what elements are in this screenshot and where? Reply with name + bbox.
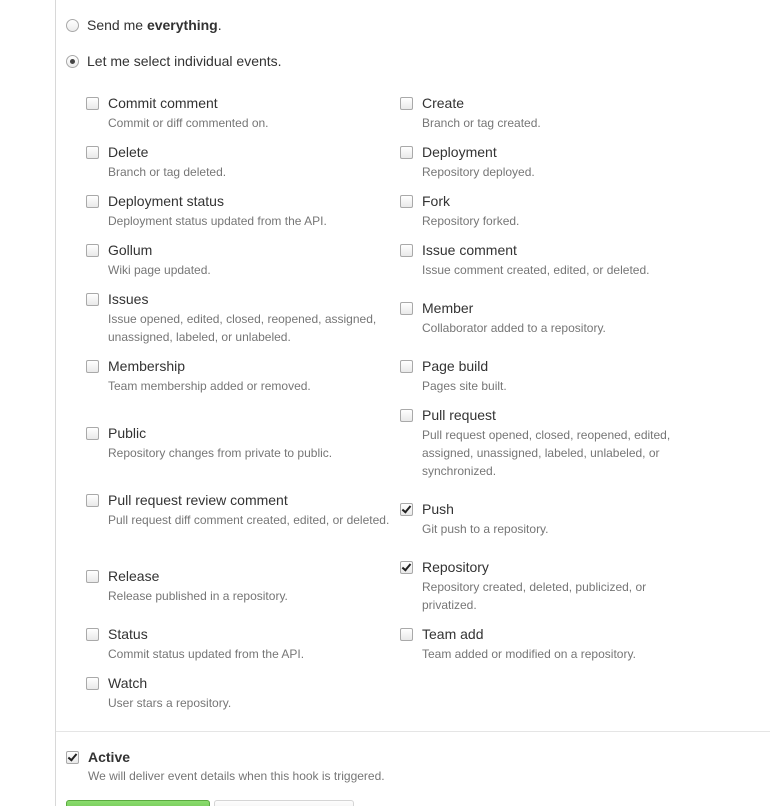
- event-checkbox-commit-comment[interactable]: [86, 97, 99, 110]
- event-description: User stars a repository.: [108, 696, 232, 710]
- event-checkbox-deployment-status[interactable]: [86, 195, 99, 208]
- event-checkbox-deployment[interactable]: [400, 146, 413, 159]
- event-title: Issue comment: [422, 242, 517, 258]
- event-option-page-build[interactable]: [400, 358, 697, 395]
- event-title: Pull request: [422, 407, 496, 423]
- event-title: Membership: [108, 358, 186, 374]
- event-option-delete[interactable]: [86, 144, 400, 181]
- event-checkbox-release[interactable]: [86, 570, 99, 583]
- add-webhook-button[interactable]: [66, 800, 210, 806]
- event-option-issue-comment[interactable]: [400, 242, 697, 279]
- event-description: Team membership added or removed.: [108, 379, 311, 393]
- event-title: Public: [108, 425, 147, 441]
- event-option-release[interactable]: [86, 568, 400, 605]
- event-description: Branch or tag created.: [422, 116, 541, 130]
- event-checkbox-create[interactable]: [400, 97, 413, 110]
- event-checkbox-repository[interactable]: [400, 561, 413, 574]
- secondary-button[interactable]: [214, 800, 354, 806]
- select-individual-option[interactable]: [66, 53, 282, 69]
- event-description: Team added or modified on a repository.: [422, 647, 636, 661]
- event-checkbox-page-build[interactable]: [400, 360, 413, 373]
- event-title: Deployment status: [108, 193, 224, 209]
- event-option-member[interactable]: [400, 300, 697, 337]
- active-checkbox[interactable]: [66, 751, 79, 764]
- event-description: Deployment status updated from the API.: [108, 214, 327, 228]
- event-checkbox-team-add[interactable]: [400, 628, 413, 641]
- send-everything-radio[interactable]: [66, 19, 79, 32]
- event-description: Pull request opened, closed, reopened, edited, assigned, unassigned, labeled, unlabeled, or synchronized.: [422, 428, 671, 478]
- event-option-create[interactable]: [400, 95, 697, 132]
- event-checkbox-pull-request-review-comment[interactable]: [86, 494, 99, 507]
- event-title: Repository: [422, 559, 489, 575]
- event-description: Wiki page updated.: [108, 263, 211, 277]
- event-option-fork[interactable]: [400, 193, 697, 230]
- event-option-membership[interactable]: [86, 358, 400, 395]
- event-title: Push: [422, 501, 454, 517]
- event-description: Repository created, deleted, publicized, or privatized.: [422, 580, 647, 612]
- event-description: Commit or diff commented on.: [108, 116, 269, 130]
- event-option-deployment[interactable]: [400, 144, 697, 181]
- event-title: Team add: [422, 626, 484, 642]
- event-description: Pull request diff comment created, edited, or deleted.: [108, 513, 390, 527]
- event-description: Branch or tag deleted.: [108, 165, 227, 179]
- event-description: Collaborator added to a repository.: [422, 321, 606, 335]
- active-description: We will deliver event details when this hook is triggered.: [88, 769, 385, 783]
- event-option-commit-comment[interactable]: [86, 95, 400, 132]
- event-title: Page build: [422, 358, 489, 374]
- event-checkbox-status[interactable]: [86, 628, 99, 641]
- event-title: Pull request review comment: [108, 492, 288, 508]
- event-checkbox-issues[interactable]: [86, 293, 99, 306]
- event-option-repository[interactable]: [400, 559, 697, 614]
- event-title: Status: [108, 626, 148, 642]
- event-checkbox-watch[interactable]: [86, 677, 99, 690]
- select-individual-label: Let me select individual events.: [87, 53, 282, 69]
- event-option-team-add[interactable]: [400, 626, 697, 663]
- event-title: Deployment: [422, 144, 497, 160]
- event-description: Repository deployed.: [422, 165, 535, 179]
- event-option-pull-request-review-comment[interactable]: [86, 492, 400, 529]
- divider: [56, 731, 770, 732]
- event-title: Commit comment: [108, 95, 218, 111]
- event-option-pull-request[interactable]: [400, 407, 697, 480]
- event-title: Watch: [108, 675, 148, 691]
- event-description: Issue comment created, edited, or deleted.: [422, 263, 650, 277]
- event-description: Git push to a repository.: [422, 522, 549, 536]
- event-checkbox-membership[interactable]: [86, 360, 99, 373]
- event-option-public[interactable]: [86, 425, 400, 462]
- event-title: Issues: [108, 291, 149, 307]
- send-everything-option[interactable]: [66, 17, 222, 33]
- event-checkbox-pull-request[interactable]: [400, 409, 413, 422]
- event-checkbox-public[interactable]: [86, 427, 99, 440]
- event-description: Commit status updated from the API.: [108, 647, 305, 661]
- event-description: Pages site built.: [422, 379, 507, 393]
- event-checkbox-push[interactable]: [400, 503, 413, 516]
- active-label: Active: [88, 749, 131, 765]
- event-option-watch[interactable]: [86, 675, 400, 712]
- left-border: [55, 0, 56, 806]
- event-option-issues[interactable]: [86, 291, 400, 346]
- event-title: Fork: [422, 193, 450, 209]
- event-description: Repository forked.: [422, 214, 520, 228]
- event-option-gollum[interactable]: [86, 242, 400, 279]
- event-title: Create: [422, 95, 465, 111]
- event-option-status[interactable]: [86, 626, 400, 663]
- active-option[interactable]: [66, 749, 385, 783]
- send-everything-label: Send me everything.: [87, 17, 222, 33]
- event-description: Release published in a repository.: [108, 589, 288, 603]
- event-checkbox-delete[interactable]: [86, 146, 99, 159]
- event-description: Repository changes from private to public.: [108, 446, 333, 460]
- event-title: Member: [422, 300, 474, 316]
- event-checkbox-gollum[interactable]: [86, 244, 99, 257]
- event-checkbox-fork[interactable]: [400, 195, 413, 208]
- event-title: Gollum: [108, 242, 153, 258]
- event-option-push[interactable]: [400, 501, 697, 538]
- event-title: Delete: [108, 144, 149, 160]
- event-title: Release: [108, 568, 160, 584]
- event-description: Issue opened, edited, closed, reopened, assigned, unassigned, labeled, or unlabeled.: [108, 312, 377, 344]
- event-option-deployment-status[interactable]: [86, 193, 400, 230]
- select-individual-radio[interactable]: [66, 55, 79, 68]
- event-checkbox-member[interactable]: [400, 302, 413, 315]
- event-checkbox-issue-comment[interactable]: [400, 244, 413, 257]
